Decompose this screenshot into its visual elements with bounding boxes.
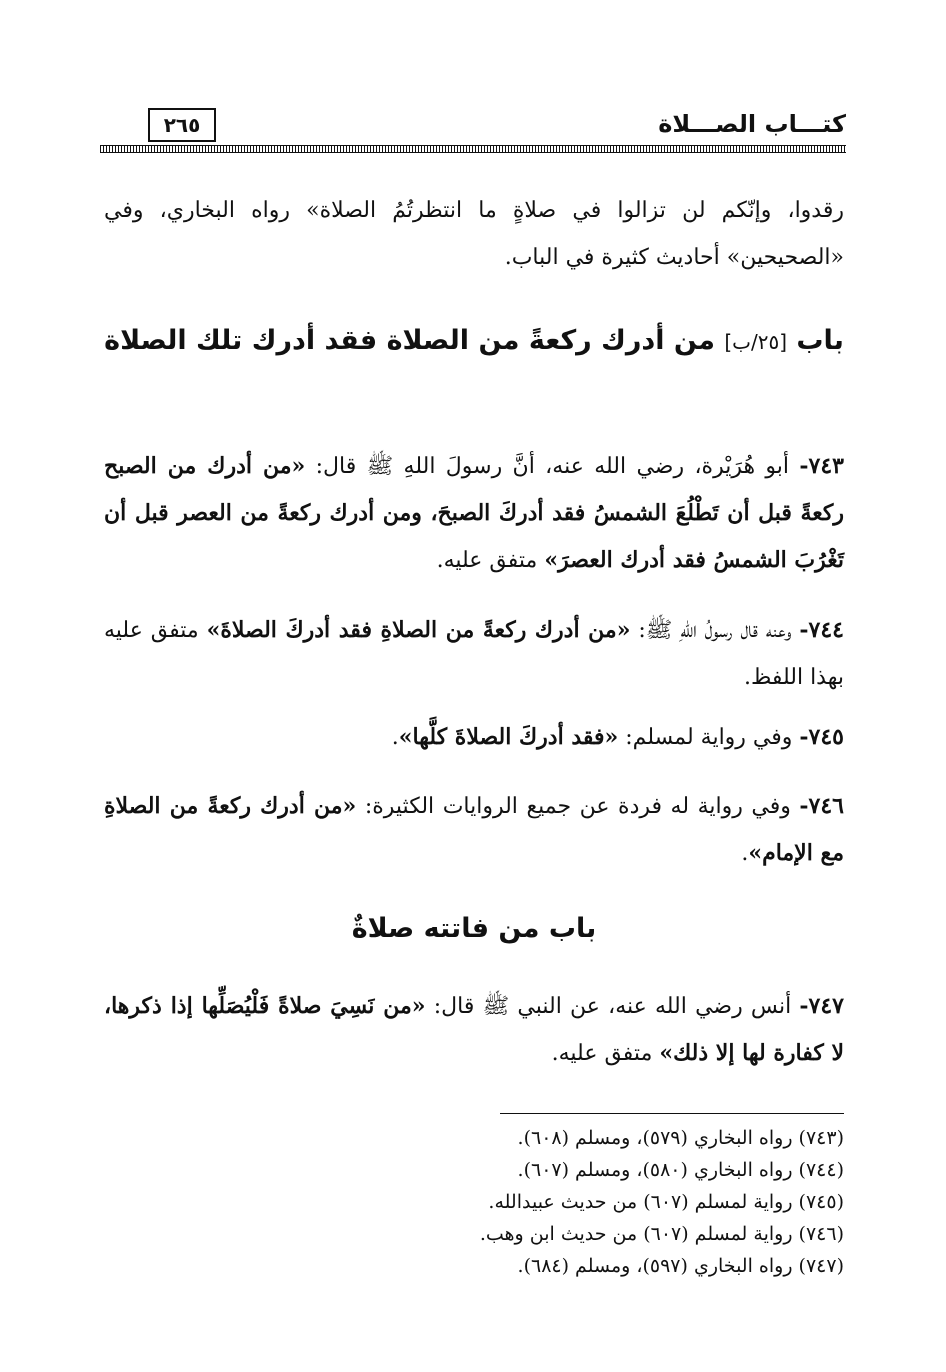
hadith-quote: «من نَسِيَ صلاةً فَلْيُصَلِّها إذا ذكرها، لا كفارة لها إلا ذلك»: [104, 993, 844, 1066]
header-rule: [100, 145, 846, 153]
chapter-title-2: باب من فاتته صلاةٌ: [351, 913, 597, 944]
hadith-744: [104, 607, 844, 701]
intro-text: رقدوا، وإنّكم لن تزالوا في صلاةٍ ما انتظرتُمُ الصلاة» رواه البخاري، وفي «الصحيحين» أحاديث كثيرة في الباب.: [104, 198, 844, 270]
running-header: [100, 108, 846, 158]
footnotes: [300, 1122, 844, 1282]
intro-paragraph: [104, 187, 844, 281]
book-title: كتـــاب الصـــلاة: [658, 110, 846, 138]
chapter-bab-word: باب: [796, 325, 844, 356]
manuscript-ref: [٢٥/ب]: [724, 330, 788, 354]
hadith-743: [104, 443, 844, 584]
hadith-quote: «فقد أدركَ الصلاةَ كلَّها»: [398, 724, 619, 750]
footnote-744: (٧٤٤) رواه البخاري (٥٨٠)، ومسلم (٦٠٧).: [517, 1159, 844, 1181]
hadith-tail: .: [391, 725, 399, 750]
hadith-quote: «من أدرك ركعةً من الصلاةِ فقد أدركَ الصلاةَ»: [206, 617, 631, 643]
footnote-747: (٧٤٧) رواه البخاري (٥٩٧)، ومسلم (٦٨٤).: [517, 1255, 844, 1277]
chapter-heading-2: [104, 905, 844, 953]
hadith-number: ٧٤٣-: [799, 453, 844, 479]
hadith-number: ٧٤٥-: [799, 724, 844, 750]
hadith-746: [104, 783, 844, 877]
hadith-number: ٧٤٧-: [799, 993, 844, 1019]
hadith-745: [104, 714, 844, 761]
hadith-747: [104, 983, 844, 1077]
chapter-heading-1: [104, 317, 844, 366]
footnote-743: (٧٤٣) رواه البخاري (٥٧٩)، ومسلم (٦٠٨).: [517, 1127, 844, 1149]
hadith-lead: وعنه قال رسولُ اللهِ ﷺ:: [630, 618, 800, 643]
hadith-tail: متفق عليه.: [436, 548, 545, 573]
footnote-separator: [500, 1113, 844, 1114]
footnote-746: (٧٤٦) رواية لمسلم (٦٠٧) من حديث ابن وهب.: [479, 1223, 844, 1245]
hadith-quote: «من أدرك من الصبح ركعةً قبل أن تَطْلُعَ الشمسُ فقد أدركَ الصبحَ، ومن أدرك ركعةً من العصر قبل أن تَغْرُبَ الشمسُ فقد أدرك العصرَ»: [104, 453, 844, 573]
hadith-lead: أبو هُرَيْرة، رضي الله عنه، أنَّ رسولَ اللهِ ﷺ قال:: [305, 454, 800, 479]
hadith-lead: وفي رواية له فردة عن جميع الروايات الكثيرة:: [356, 794, 800, 819]
footnote-745: (٧٤٥) رواية لمسلم (٦٠٧) من حديث عبيدالله.: [488, 1191, 844, 1213]
hadith-tail: متفق عليه.: [551, 1041, 660, 1066]
hadith-tail: متفق عليه بهذا اللفظ.: [104, 618, 844, 690]
hadith-number: ٧٤٤-: [799, 617, 844, 643]
hadith-lead: وفي رواية لمسلم:: [618, 725, 800, 750]
hadith-quote: «من أدرك ركعةً من الصلاةِ مع الإمام»: [104, 793, 844, 866]
page-number: ٢٦٥: [148, 108, 216, 142]
hadith-tail: .: [741, 841, 749, 866]
hadith-lead: أنس رضي الله عنه، عن النبي ﷺ قال:: [425, 994, 800, 1019]
chapter-title-1: من أدرك ركعةً من الصلاة فقد أدرك تلك الصلاة: [104, 325, 715, 356]
hadith-number: ٧٤٦-: [799, 793, 844, 819]
